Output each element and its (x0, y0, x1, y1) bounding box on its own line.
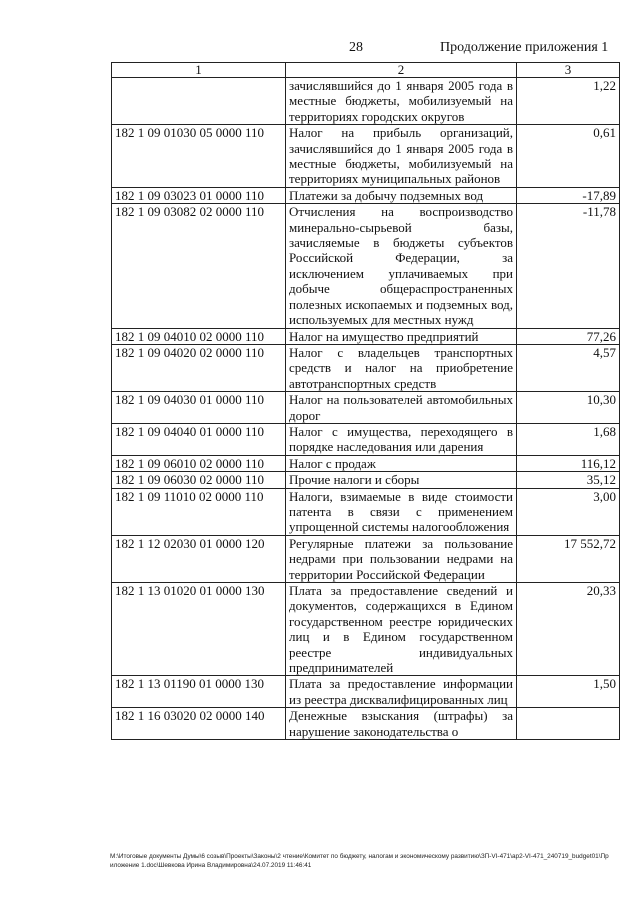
amount-value: 20,33 (517, 583, 620, 676)
amount-value: 116,12 (517, 455, 620, 471)
table-row (112, 328, 620, 344)
table-row (112, 708, 620, 740)
amount-value: 17 552,72 (517, 535, 620, 582)
table-row (112, 125, 620, 188)
table-row (112, 204, 620, 328)
table-row (112, 676, 620, 708)
amount-value: 4,57 (517, 344, 620, 391)
revenue-name: Плата за предоставление информации из реестра дисквалифицированных лиц (286, 676, 517, 708)
table-row (112, 455, 620, 471)
budget-code: 182 1 13 01190 01 0000 130 (112, 676, 286, 708)
budget-code: 182 1 09 04020 02 0000 110 (112, 344, 286, 391)
amount-value: 10,30 (517, 392, 620, 424)
column-header-2: 2 (286, 63, 517, 78)
budget-code: 182 1 09 04040 01 0000 110 (112, 423, 286, 455)
table-row (112, 472, 620, 488)
revenue-name: Прочие налоги и сборы (286, 472, 517, 488)
amount-value: -17,89 (517, 187, 620, 203)
budget-code: 182 1 09 03023 01 0000 110 (112, 187, 286, 203)
revenue-name: Отчисления на воспроизводство минерально-сырьевой базы, зачисляемые в бюджеты субъектов Российской Федерации, за исключением уплачиваемых при добыче общераспространенных полезных ископаемых и подземных вод, используемых для местных нужд (286, 204, 517, 328)
revenue-name: Регулярные платежи за пользование недрами при пользовании недрами на территории Российской Федерации (286, 535, 517, 582)
revenue-name: Налог с имущества, переходящего в порядке наследования или дарения (286, 423, 517, 455)
table-header-row (112, 63, 620, 78)
budget-code: 182 1 09 03082 02 0000 110 (112, 204, 286, 328)
revenue-name: Плата за предоставление сведений и документов, содержащихся в Едином государственном реестре юридических лиц и в Едином государственном реестре индивидуальных предпринимателей (286, 583, 517, 676)
table-row (112, 423, 620, 455)
amount-value: 1,50 (517, 676, 620, 708)
budget-code: 182 1 16 03020 02 0000 140 (112, 708, 286, 740)
budget-code: 182 1 12 02030 01 0000 120 (112, 535, 286, 582)
amount-value: 1,68 (517, 423, 620, 455)
revenue-name: Налоги, взимаемые в виде стоимости патента в связи с применением упрощенной системы налогообложения (286, 488, 517, 535)
revenue-name: Налог на пользователей автомобильных дорог (286, 392, 517, 424)
revenue-name: Денежные взыскания (штрафы) за нарушение законодательства о (286, 708, 517, 740)
amount-value: 77,26 (517, 328, 620, 344)
budget-code (112, 78, 286, 125)
table-row (112, 488, 620, 535)
amount-value: -11,78 (517, 204, 620, 328)
budget-code: 182 1 09 04010 02 0000 110 (112, 328, 286, 344)
amount-value: 1,22 (517, 78, 620, 125)
continuation-label: Продолжение приложения 1 (440, 40, 609, 55)
page-number: 28 (349, 40, 363, 55)
budget-code: 182 1 09 01030 05 0000 110 (112, 125, 286, 188)
budget-code: 182 1 09 06030 02 0000 110 (112, 472, 286, 488)
revenue-name: Налог на прибыль организаций, зачислявшийся до 1 января 2005 года в местные бюджеты, мобилизуемый на территориях муниципальных районов (286, 125, 517, 188)
revenue-name: Платежи за добычу подземных вод (286, 187, 517, 203)
table-row (112, 392, 620, 424)
budget-code: 182 1 09 04030 01 0000 110 (112, 392, 286, 424)
table-row (112, 78, 620, 125)
budget-code: 182 1 09 11010 02 0000 110 (112, 488, 286, 535)
budget-code: 182 1 09 06010 02 0000 110 (112, 455, 286, 471)
table-row (112, 535, 620, 582)
amount-value: 0,61 (517, 125, 620, 188)
revenue-name: Налог с продаж (286, 455, 517, 471)
footer-file-path: M:\Итоговые документы Думы\6 созыв\Проекты\Законы\2 чтение\Комитет по бюджету, налогам и экономическому развитию\ЗП-VI-471\ар2-VI-471_240719_budget01\Приложение 1.doc\Шевкова Ирина Владимировна\24.07.2019 11:46:41 (110, 853, 609, 869)
table-row (112, 344, 620, 391)
amount-value: 3,00 (517, 488, 620, 535)
table-body (112, 78, 620, 740)
table-row (112, 583, 620, 676)
column-header-3: 3 (517, 63, 620, 78)
revenue-name: зачислявшийся до 1 января 2005 года в местные бюджеты, мобилизуемый на территориях городских округов (286, 78, 517, 125)
table-row (112, 187, 620, 203)
page-header (0, 40, 640, 60)
revenue-name: Налог с владельцев транспортных средств и налог на приобретение автотранспортных средств (286, 344, 517, 391)
revenue-name: Налог на имущество предприятий (286, 328, 517, 344)
budget-code: 182 1 13 01020 01 0000 130 (112, 583, 286, 676)
budget-table (111, 62, 620, 740)
column-header-1: 1 (112, 63, 286, 78)
amount-value (517, 708, 620, 740)
amount-value: 35,12 (517, 472, 620, 488)
